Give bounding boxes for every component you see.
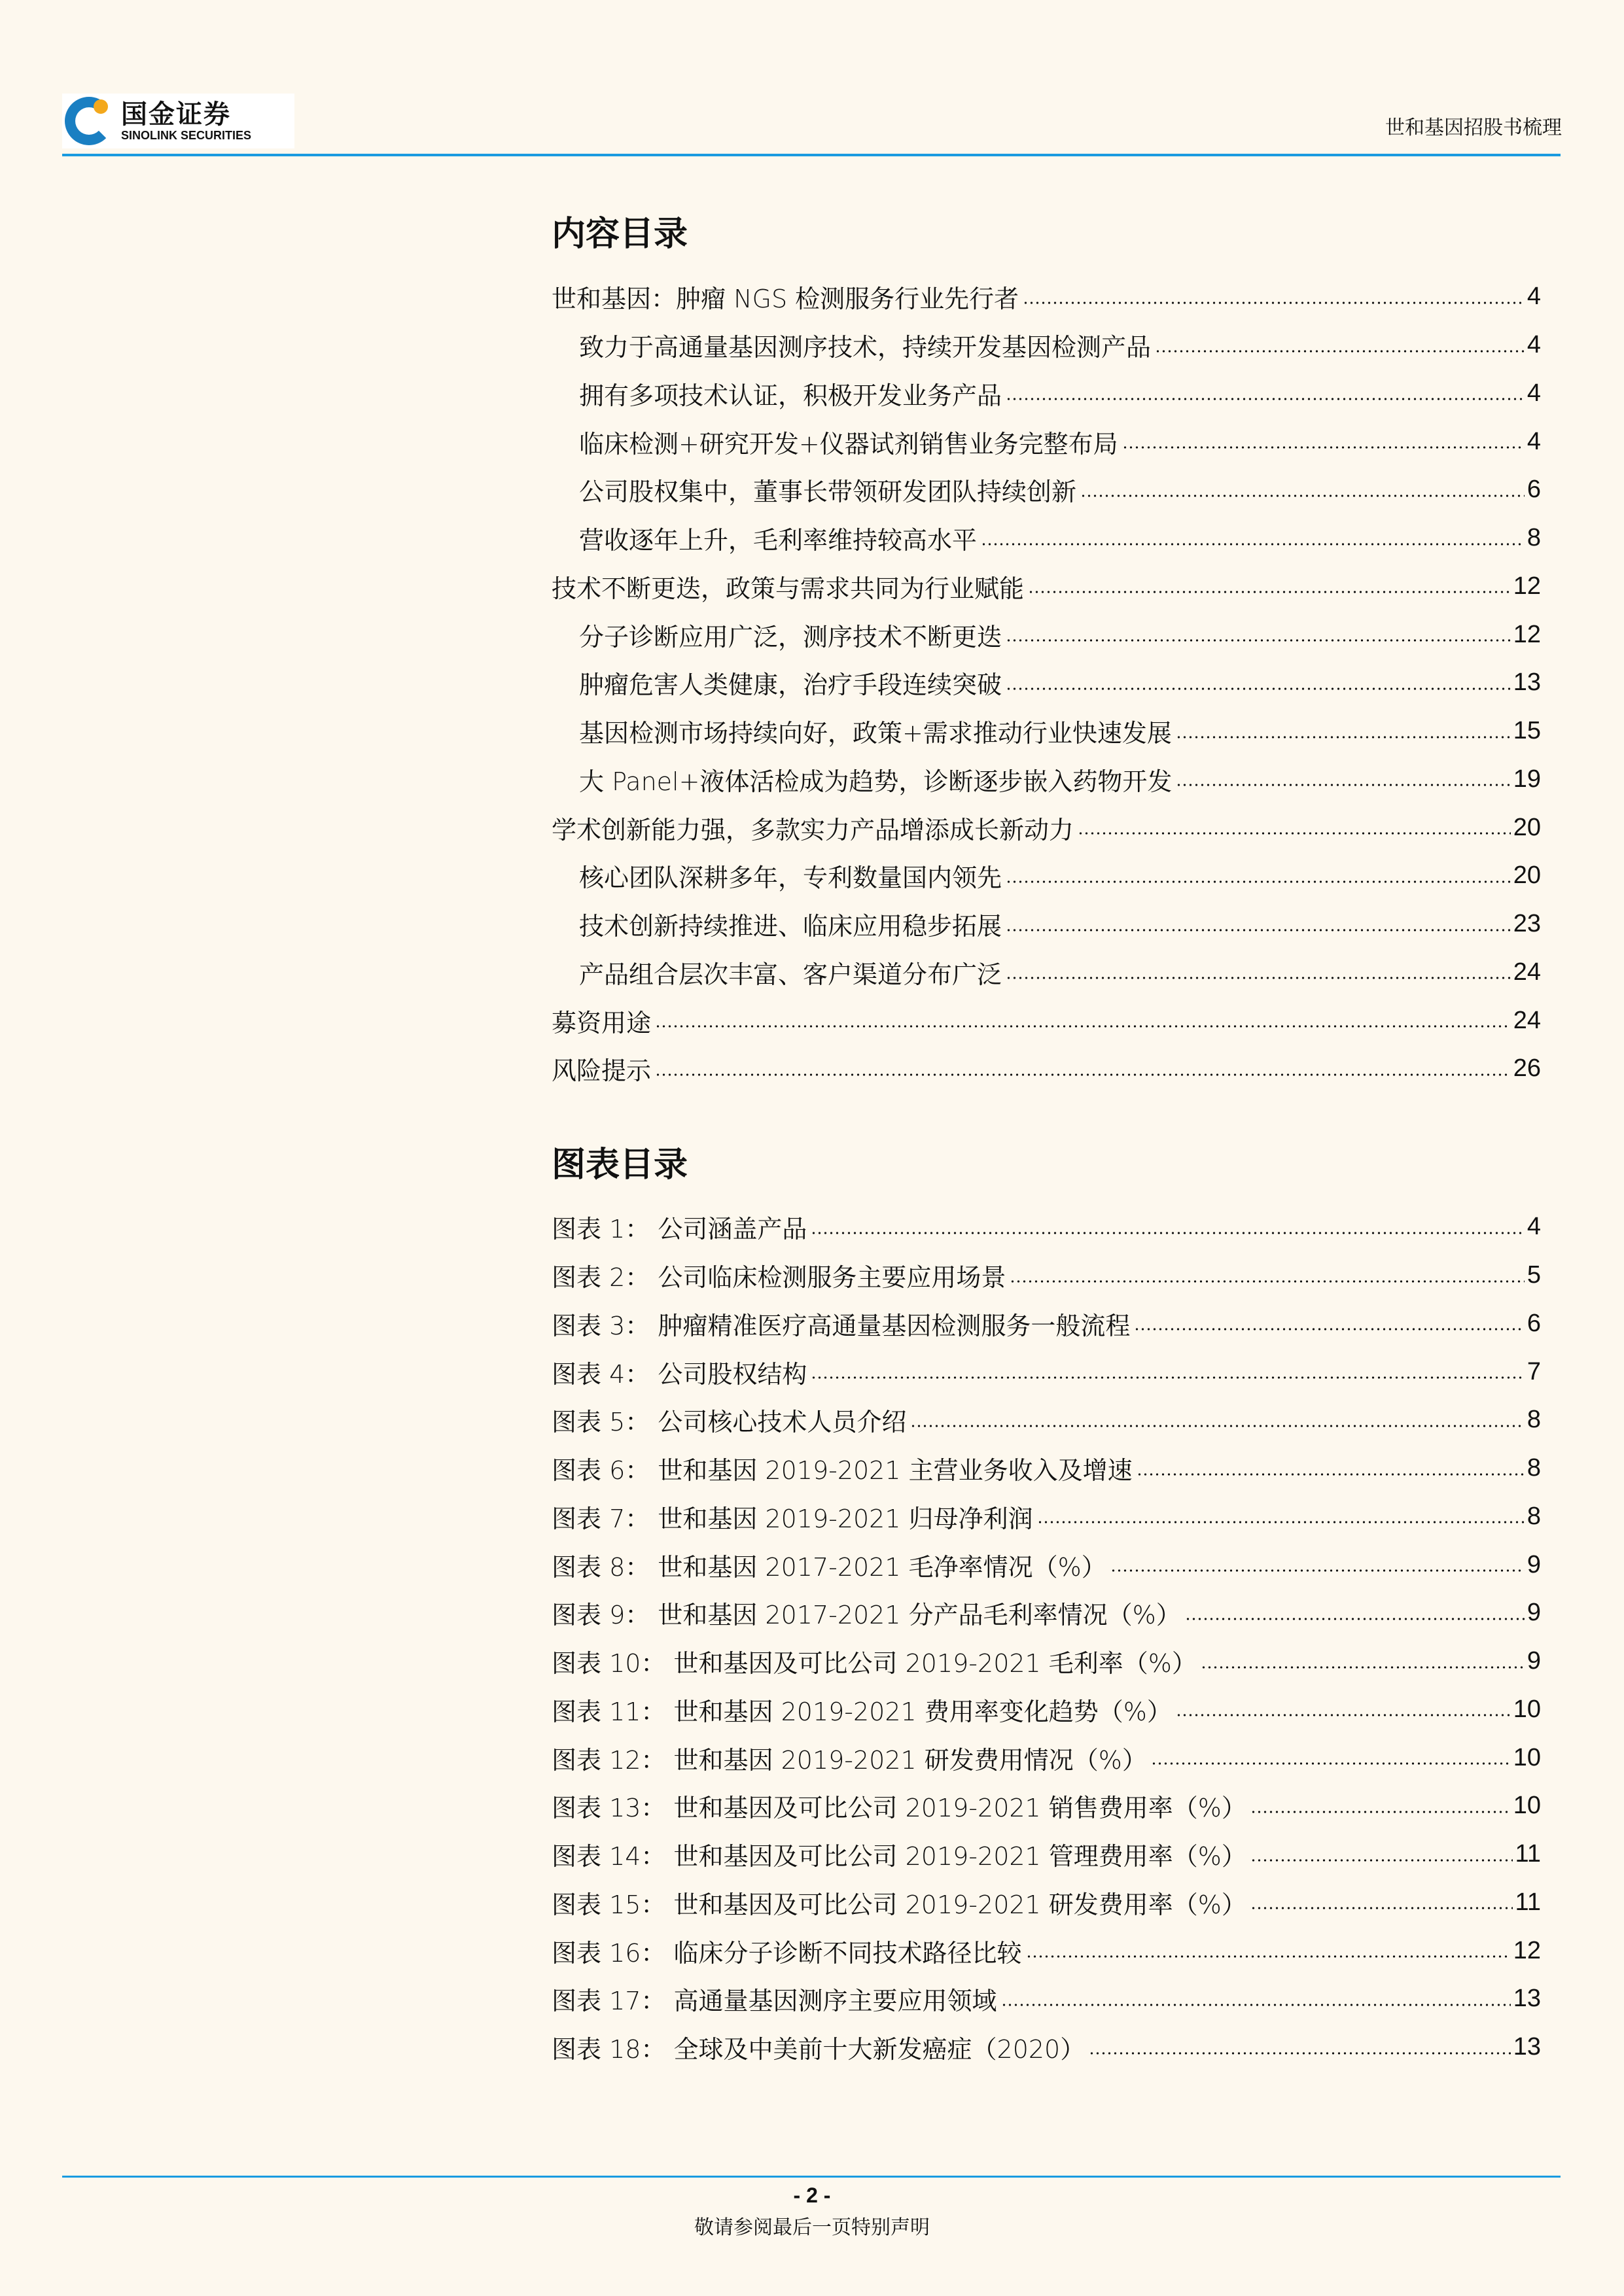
dot-leader <box>981 542 1525 546</box>
figure-entry-label: 图表 11： 世和基因 2019-2021 费用率变化趋势（%） <box>552 1697 1172 1726</box>
toc-entry-page: 4 <box>1527 427 1541 455</box>
toc-entry[interactable] <box>552 514 1541 563</box>
toc-entry[interactable] <box>552 563 1541 611</box>
toc-entry-page: 19 <box>1513 765 1541 793</box>
toc-entry-label: 分子诊断应用广泛，测序技术不断更迭 <box>579 622 1002 652</box>
figure-entry-label: 图表 2： 公司临床检测服务主要应用场景 <box>552 1263 1006 1293</box>
toc-entry-label: 技术不断更迭，政策与需求共同为行业赋能 <box>552 574 1025 603</box>
logo-mark-icon <box>65 96 116 147</box>
figure-entry-page: 7 <box>1527 1357 1541 1385</box>
figure-entry-label: 图表 15： 世和基因及可比公司 2019-2021 研发费用率（%） <box>552 1890 1246 1919</box>
dot-leader <box>1176 1713 1511 1717</box>
figure-entry-label: 图表 13： 世和基因及可比公司 2019-2021 销售费用率（%） <box>552 1794 1246 1823</box>
dot-leader <box>1089 2051 1510 2055</box>
toc-entry[interactable] <box>552 417 1541 466</box>
figure-entry[interactable] <box>552 1348 1541 1396</box>
dot-leader <box>1151 1762 1511 1765</box>
toc-entry-page: 24 <box>1513 958 1541 986</box>
dot-leader <box>1006 638 1511 642</box>
figure-entry-page: 5 <box>1527 1261 1541 1289</box>
figure-entry-label: 图表 12： 世和基因 2019-2021 研发费用情况（%） <box>552 1745 1147 1775</box>
figure-entry-page: 13 <box>1513 1985 1541 2013</box>
toc-entry[interactable] <box>552 756 1541 804</box>
dot-leader <box>1006 976 1511 980</box>
figure-entry[interactable] <box>552 1686 1541 1734</box>
contents-title: 内容目录 <box>552 215 688 254</box>
toc-entry-page: 12 <box>1513 620 1541 648</box>
toc-entry-page: 24 <box>1513 1006 1541 1034</box>
dot-leader <box>1155 349 1525 353</box>
figure-entry[interactable] <box>552 1203 1541 1251</box>
toc-entry-label: 产品组合层次丰富、客户渠道分布广泛 <box>579 960 1002 989</box>
figure-entry-page: 8 <box>1527 1406 1541 1434</box>
toc-entry[interactable] <box>552 852 1541 900</box>
figure-entry[interactable] <box>552 1540 1541 1589</box>
toc-entry-page: 20 <box>1513 813 1541 841</box>
figure-entry[interactable] <box>552 1830 1541 1879</box>
header-divider <box>62 154 1561 156</box>
figure-entry-label: 图表 9： 世和基因 2017-2021 分产品毛利率情况（%） <box>552 1601 1181 1630</box>
figure-entry[interactable] <box>552 1782 1541 1830</box>
toc-entry-label: 风险提示 <box>552 1056 652 1086</box>
dot-leader <box>1006 928 1511 932</box>
figure-entry-page: 9 <box>1527 1599 1541 1627</box>
toc-entry[interactable] <box>552 948 1541 997</box>
toc-entry-label: 学术创新能力强，多款实力产品增添成长新动力 <box>552 815 1074 844</box>
toc-entry-page: 6 <box>1527 476 1541 504</box>
dot-leader <box>1110 1569 1525 1573</box>
figure-entry-page: 12 <box>1513 1936 1541 1964</box>
dot-leader <box>1134 1327 1525 1331</box>
toc-entry[interactable] <box>552 1045 1541 1093</box>
figure-entry[interactable] <box>552 1926 1541 1975</box>
dot-leader <box>811 1231 1525 1235</box>
figure-entry-label: 图表 6： 世和基因 2019-2021 主营业务收入及增速 <box>552 1456 1133 1486</box>
toc-entry-label: 基因检测市场持续向好，政策+需求推动行业快速发展 <box>579 719 1172 748</box>
figure-entry-label: 图表 10： 世和基因及可比公司 2019-2021 毛利率（%） <box>552 1649 1197 1679</box>
figure-entry-label: 图表 17： 高通量基因测序主要应用领域 <box>552 1987 997 2016</box>
disclaimer-note: 敬请参阅最后一页特别声明 <box>694 2216 930 2239</box>
dot-leader <box>1006 880 1511 884</box>
dot-leader <box>1078 831 1511 835</box>
figure-entry[interactable] <box>552 1300 1541 1348</box>
figure-entry-page: 9 <box>1527 1550 1541 1578</box>
sinolink-logo <box>62 94 294 148</box>
toc-entry-label: 大 Panel+液体活检成为趋势，诊断逐步嵌入药物开发 <box>579 767 1173 796</box>
dot-leader <box>1176 735 1511 739</box>
dot-leader <box>1250 1906 1513 1910</box>
toc-entry[interactable] <box>552 273 1541 321</box>
dot-leader <box>655 1024 1511 1028</box>
figure-entry[interactable] <box>552 1396 1541 1444</box>
figure-entry-label: 图表 4： 公司股权结构 <box>552 1359 807 1389</box>
toc-entry[interactable] <box>552 707 1541 756</box>
toc-entry-page: 20 <box>1513 861 1541 890</box>
toc-entry[interactable] <box>552 900 1541 948</box>
figure-entry[interactable] <box>552 1493 1541 1541</box>
dot-leader <box>1176 783 1510 787</box>
dot-leader <box>1010 1279 1525 1283</box>
dot-leader <box>1080 494 1525 498</box>
figure-entry-page: 13 <box>1513 2033 1541 2061</box>
figure-entry-page: 10 <box>1513 1792 1541 1820</box>
figure-entry-page: 11 <box>1515 1840 1541 1868</box>
toc-entry-page: 15 <box>1513 717 1541 745</box>
dot-leader <box>1006 687 1511 691</box>
toc-entry[interactable] <box>552 610 1541 659</box>
toc-entry-page: 26 <box>1513 1054 1541 1083</box>
toc-entry-page: 13 <box>1513 669 1541 697</box>
figure-entry[interactable] <box>552 1879 1541 1927</box>
toc-entry-label: 技术创新持续推进、临床应用稳步拓展 <box>579 912 1002 941</box>
figures-list <box>552 1203 1541 2072</box>
toc-entry-label: 核心团队深耕多年，专利数量国内领先 <box>579 863 1002 893</box>
dot-leader <box>811 1376 1525 1380</box>
figure-entry-label: 图表 3： 肿瘤精准医疗高通量基因检测服务一般流程 <box>552 1311 1131 1340</box>
figures-title: 图表目录 <box>552 1145 688 1185</box>
toc-entry[interactable] <box>552 659 1541 707</box>
toc-entry-page: 4 <box>1527 379 1541 407</box>
toc-entry[interactable] <box>552 370 1541 418</box>
dot-leader <box>910 1424 1525 1428</box>
toc-entry-label: 募资用途 <box>552 1008 652 1037</box>
figure-entry[interactable] <box>552 1637 1541 1686</box>
figure-entry-page: 10 <box>1513 1743 1541 1771</box>
toc-entry-page: 23 <box>1513 910 1541 938</box>
figure-entry-page: 10 <box>1513 1695 1541 1723</box>
dot-leader <box>655 1073 1511 1077</box>
report-title: 世和基因招股书梳理 <box>1385 116 1562 139</box>
figure-entry-page: 11 <box>1515 1888 1541 1916</box>
dot-leader <box>1028 590 1511 594</box>
logo-cn-text: 国金证券 <box>121 99 231 130</box>
figure-entry[interactable] <box>552 1733 1541 1782</box>
toc-entry-page: 4 <box>1527 283 1541 311</box>
toc-entry-page: 8 <box>1527 524 1541 552</box>
logo-en-text: SINOLINK SECURITIES <box>121 129 252 142</box>
dot-leader <box>1026 1955 1511 1958</box>
figure-entry[interactable] <box>552 1251 1541 1300</box>
dot-leader <box>1122 445 1525 449</box>
figure-entry[interactable] <box>552 2023 1541 2072</box>
dot-leader <box>1201 1665 1525 1669</box>
dot-leader <box>1001 2003 1511 2007</box>
toc-entry[interactable] <box>552 466 1541 514</box>
figure-entry-label: 图表 5： 公司核心技术人员介绍 <box>552 1408 907 1437</box>
figure-entry-label: 图表 18： 全球及中美前十大新发癌症（2020） <box>552 2035 1086 2064</box>
figure-entry-label: 图表 1： 公司涵盖产品 <box>552 1215 807 1244</box>
figure-entry-label: 图表 14： 世和基因及可比公司 2019-2021 管理费用率（%） <box>552 1842 1246 1871</box>
figure-entry[interactable] <box>552 1444 1541 1493</box>
figure-entry-label: 图表 16： 临床分子诊断不同技术路径比较 <box>552 1938 1022 1968</box>
toc-entry-page: 4 <box>1527 331 1541 359</box>
dot-leader <box>1250 1810 1511 1814</box>
figure-entry-page: 4 <box>1527 1213 1541 1241</box>
figure-entry-page: 8 <box>1527 1502 1541 1530</box>
toc-entry-page: 12 <box>1513 572 1541 600</box>
toc-entry[interactable] <box>552 321 1541 370</box>
toc-entry-label: 公司股权集中，董事长带领研发团队持续创新 <box>579 478 1077 507</box>
toc-entry-label: 营收逐年上升，毛利率维持较高水平 <box>579 526 978 555</box>
toc-entry-label: 世和基因：肿瘤 NGS 检测服务行业先行者 <box>552 285 1019 314</box>
figure-entry-page: 9 <box>1527 1647 1541 1675</box>
toc-entry-label: 临床检测+研究开发+仪器试剂销售业务完整布局 <box>579 429 1118 459</box>
page-number: - 2 - <box>793 2183 831 2207</box>
figure-entry-page: 6 <box>1527 1309 1541 1337</box>
dot-leader <box>1185 1617 1525 1621</box>
dot-leader <box>1006 397 1525 401</box>
dot-leader <box>1137 1472 1525 1476</box>
toc-entry[interactable] <box>552 996 1541 1045</box>
figure-entry-label: 图表 8： 世和基因 2017-2021 毛净率情况（%） <box>552 1552 1106 1582</box>
dot-leader <box>1023 301 1525 305</box>
contents-list <box>552 273 1541 1093</box>
dot-leader <box>1250 1858 1513 1862</box>
toc-entry-label: 肿瘤危害人类健康，治疗手段连续突破 <box>579 670 1002 700</box>
toc-entry-label: 致力于高通量基因测序技术，持续开发基因检测产品 <box>579 333 1152 362</box>
figure-entry-page: 8 <box>1527 1454 1541 1482</box>
toc-entry[interactable] <box>552 803 1541 852</box>
figure-entry[interactable] <box>552 1975 1541 2023</box>
figure-entry-label: 图表 7： 世和基因 2019-2021 归母净利润 <box>552 1504 1033 1533</box>
toc-entry-label: 拥有多项技术认证，积极开发业务产品 <box>579 381 1002 410</box>
figure-entry[interactable] <box>552 1589 1541 1637</box>
footer-divider <box>62 2176 1561 2178</box>
dot-leader <box>1037 1520 1525 1524</box>
